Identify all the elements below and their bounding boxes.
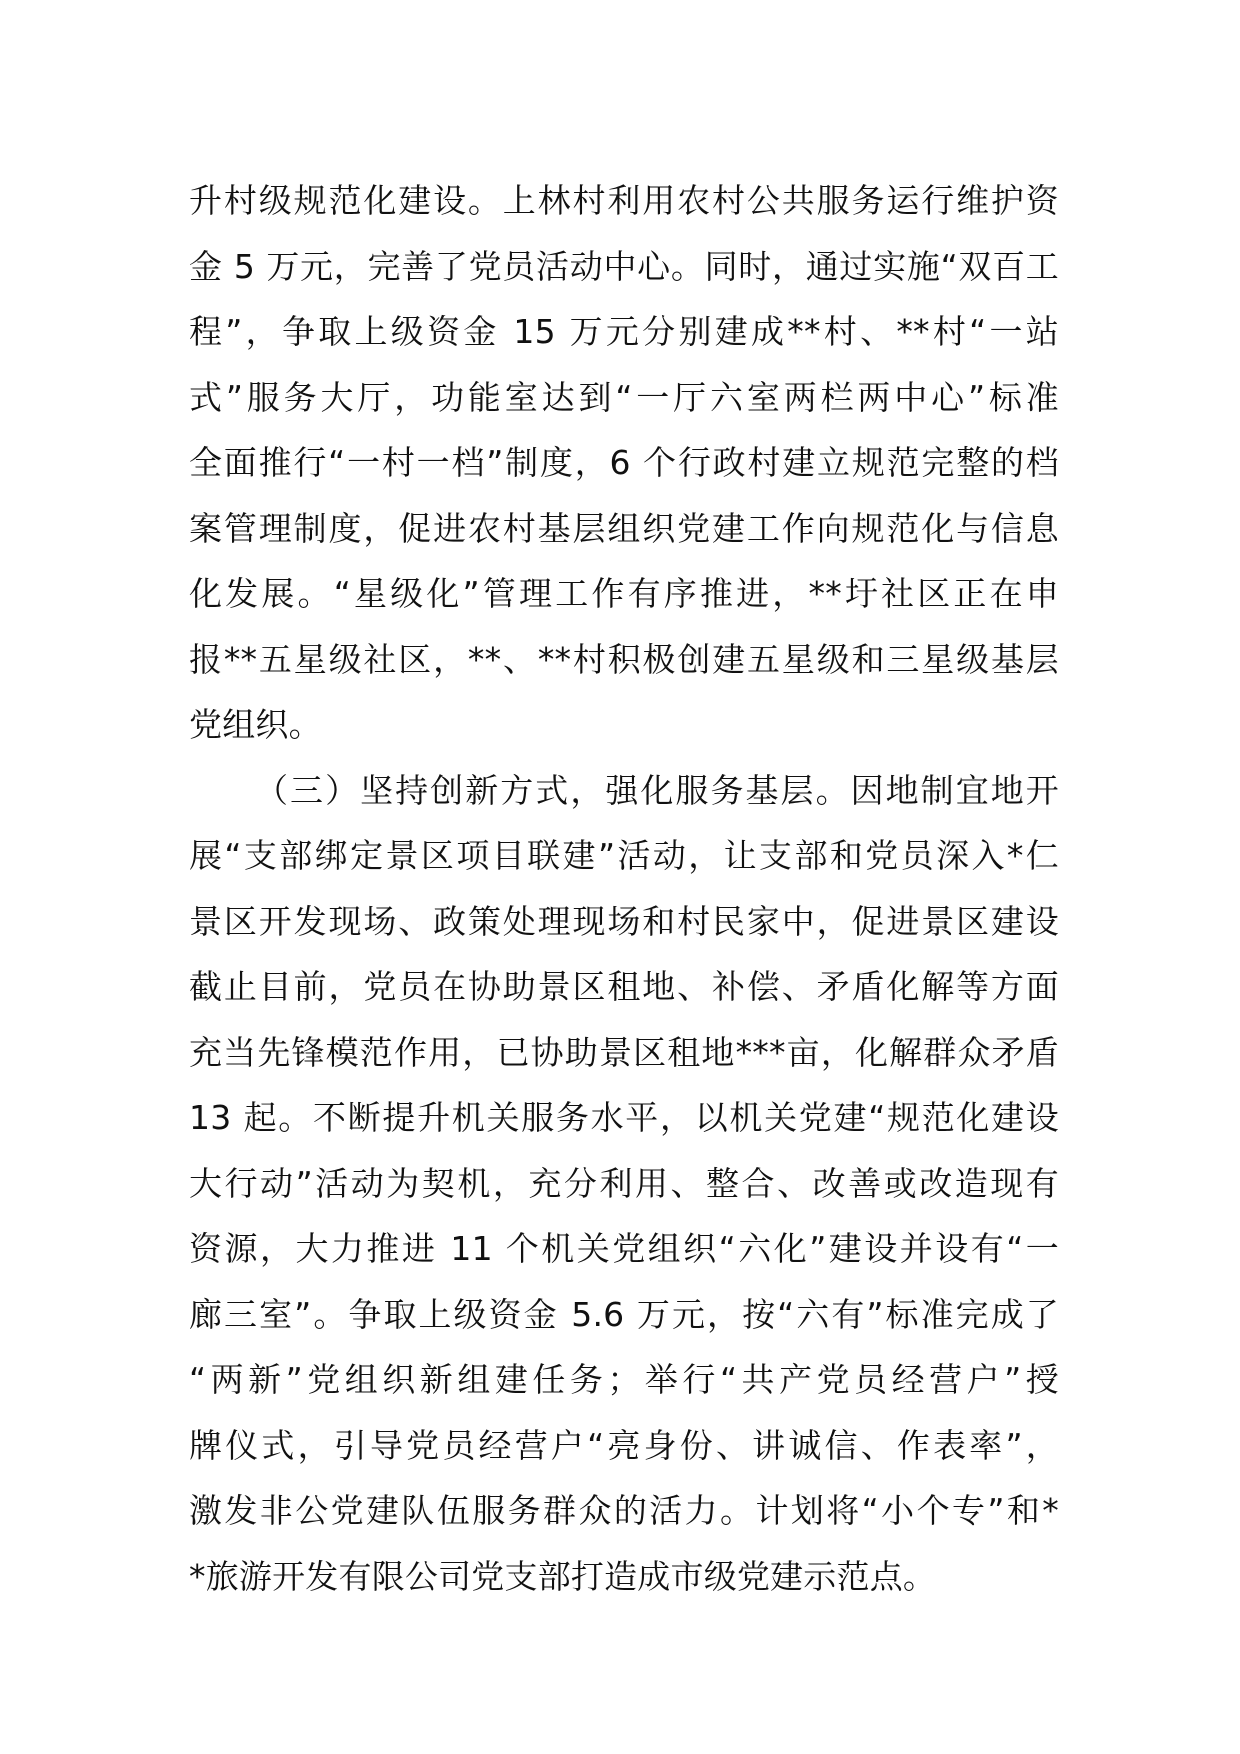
text-line: 大行动”活动为契机，充分利用、整合、改善或改造现有: [189, 1163, 1059, 1203]
text-line: “两新”党组织新组建任务；举行“共产党员经营户”授: [189, 1360, 1059, 1399]
text-line: 廊三室”。争取上级资金 5.6 万元，按“六有”标准完成了: [189, 1294, 1059, 1334]
text-line: 程”，争取上级资金 15 万元分别建成**村、**村“一站: [189, 312, 1059, 351]
text-line: 式”服务大厅，功能室达到“一厅六室两栏两中心”标准: [189, 377, 1059, 417]
text-line: 13 起。不断提升机关服务水平，以机关党建“规范化建设: [189, 1098, 1059, 1137]
text-line: 激发非公党建队伍服务群众的活力。计划将“小个专”和*: [189, 1491, 1059, 1530]
text-line: 金 5 万元，完善了党员活动中心。同时，通过实施“双百工: [189, 246, 1059, 286]
text-line: 资源，大力推进 11 个机关党组织“六化”建设并设有“一: [189, 1229, 1059, 1268]
text-line: 报**五星级社区，**、**村积极创建五星级和三星级基层: [189, 639, 1059, 679]
text-line: 党组织。: [189, 705, 322, 744]
text-line: 充当先锋模范作用，已协助景区租地***亩，化解群众矛盾: [189, 1032, 1059, 1072]
section-heading-line: （三）坚持创新方式，强化服务基层。因地制宜地开: [255, 770, 1059, 810]
text-line: 牌仪式，引导党员经营户“亮身份、讲诚信、作表率”，: [189, 1425, 1059, 1465]
text-line: 升村级规范化建设。上林村利用农村公共服务运行维护资: [189, 181, 1059, 220]
text-line: 案管理制度，促进农村基层组织党建工作向规范化与信息: [189, 508, 1059, 548]
text-line: 景区开发现场、政策处理现场和村民家中，促进景区建设: [189, 901, 1059, 941]
text-line: *旅游开发有限公司党支部打造成市级党建示范点。: [189, 1556, 937, 1596]
text-line: 展“支部绑定景区项目联建”活动，让支部和党员深入*仁: [189, 836, 1059, 875]
text-line: 化发展。“星级化”管理工作有序推进，**圩社区正在申: [189, 574, 1059, 613]
body-text: [189, 168, 1059, 1609]
text-line: 截止目前，党员在协助景区租地、补偿、矛盾化解等方面: [189, 967, 1059, 1006]
text-line: 全面推行“一村一档”制度，6 个行政村建立规范完整的档: [189, 443, 1059, 482]
